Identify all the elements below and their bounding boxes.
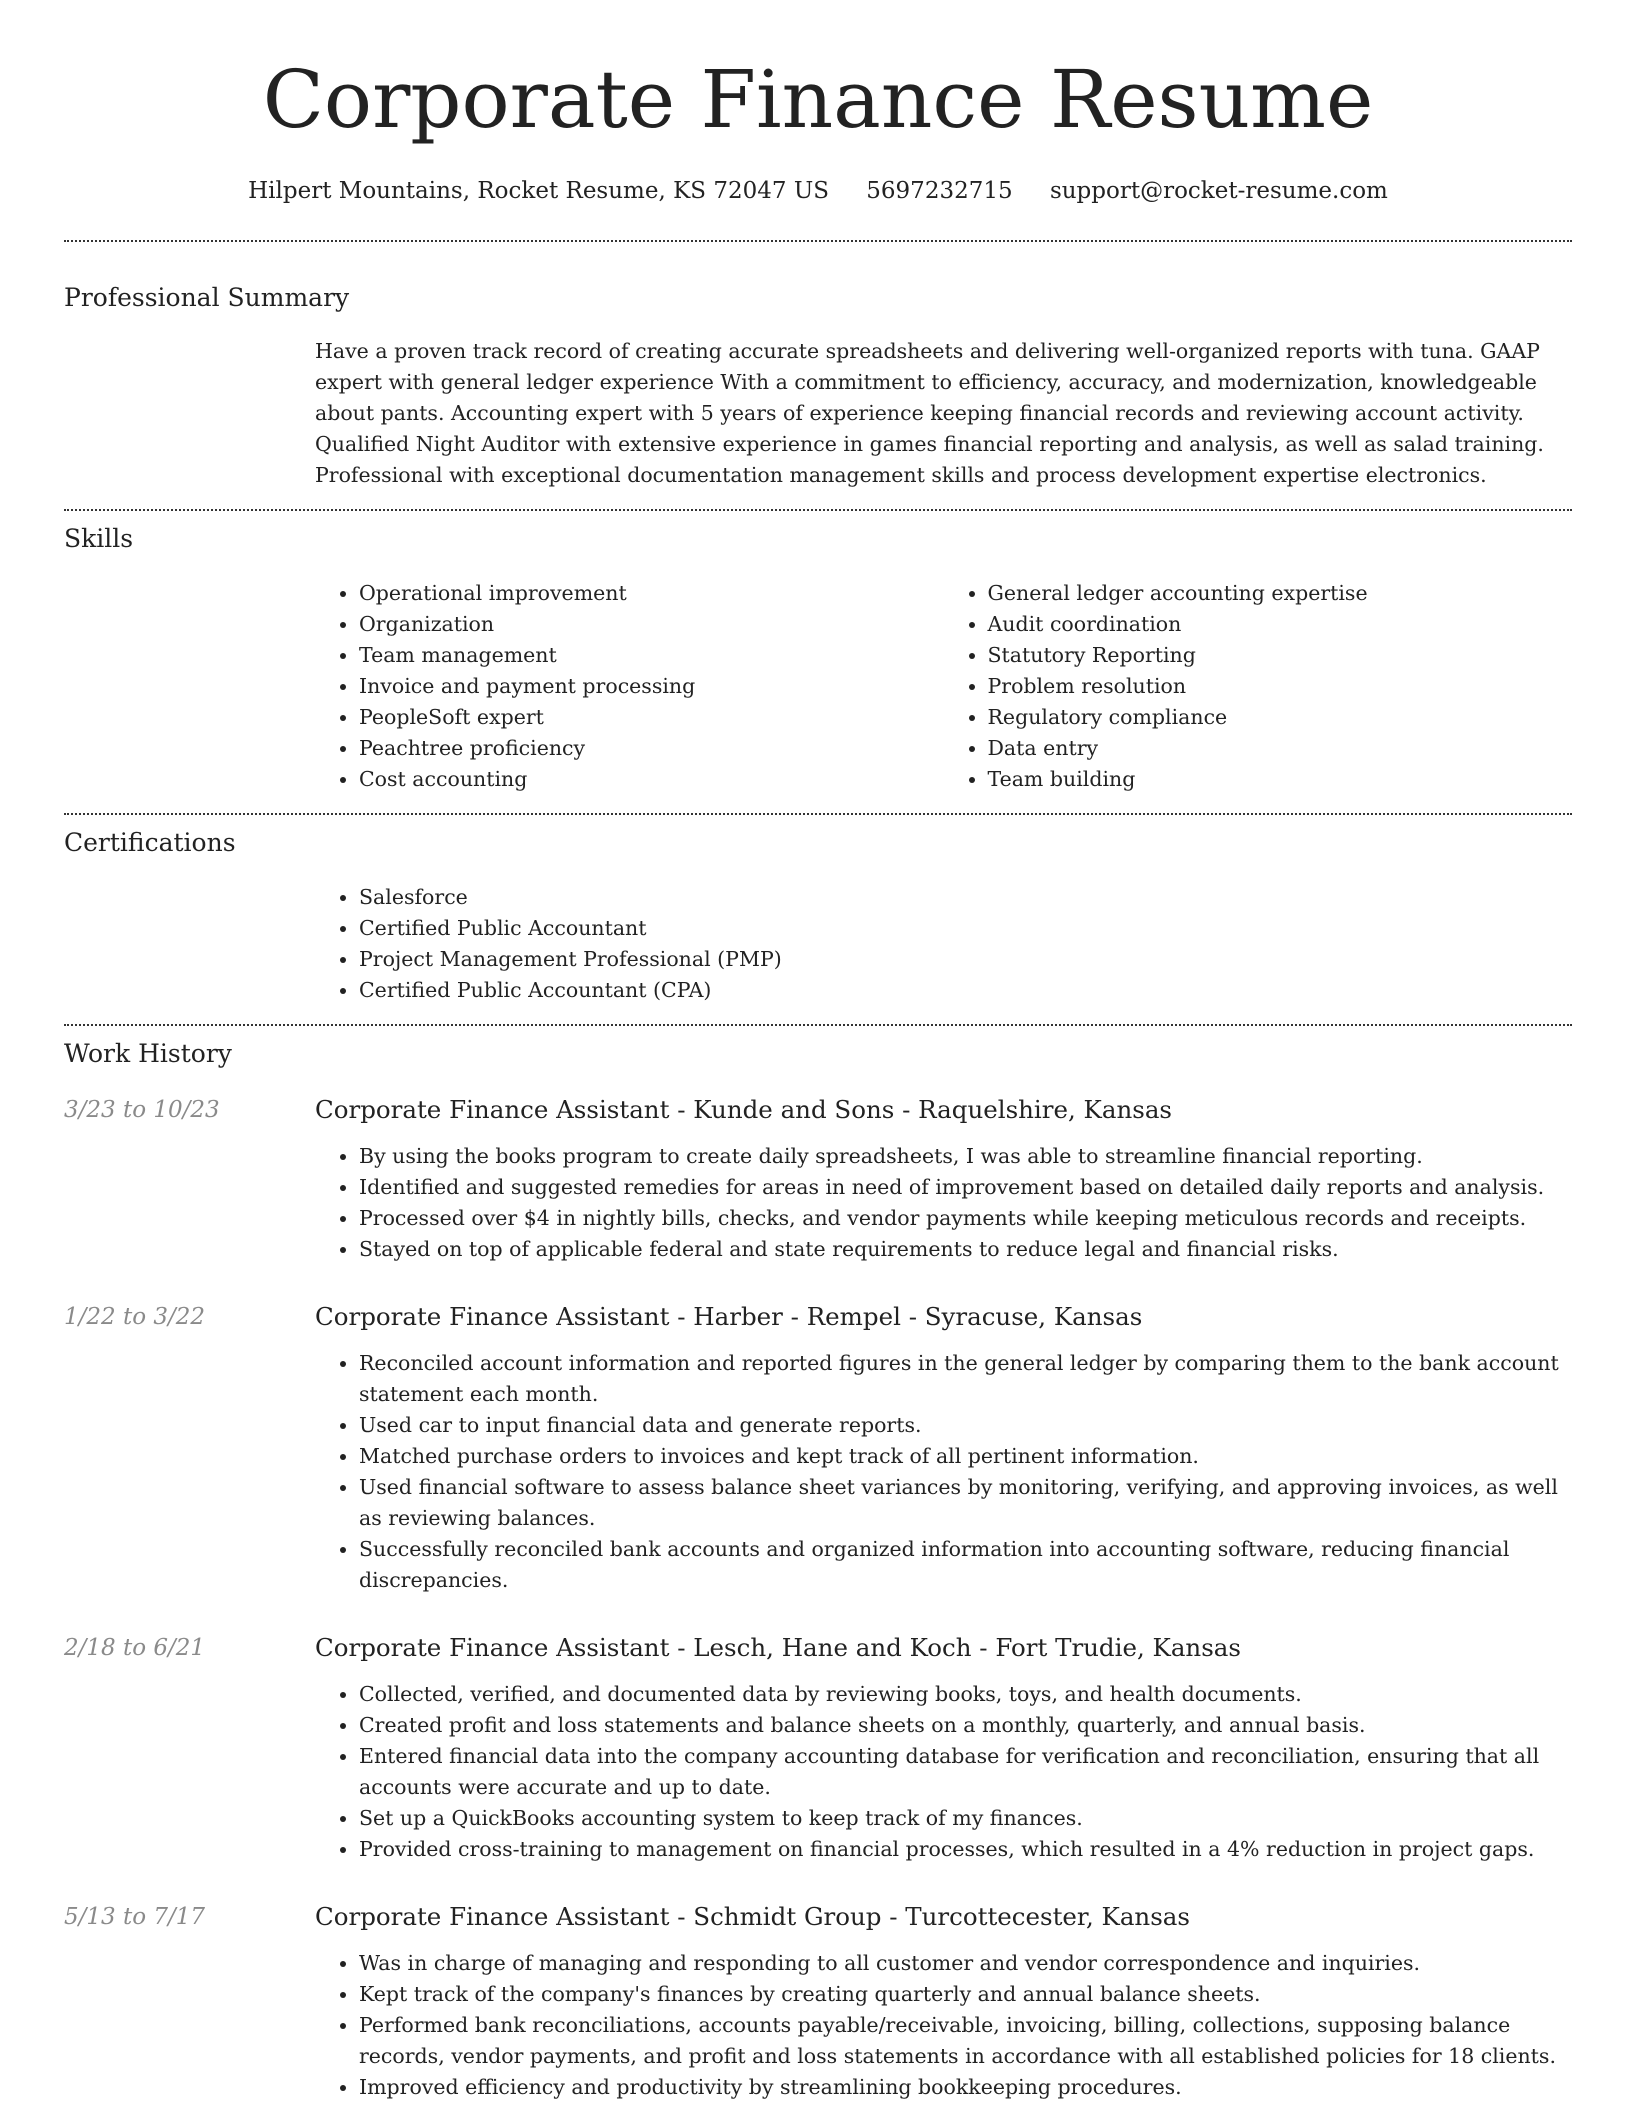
skill-item: • Data entry <box>988 733 1573 764</box>
job-details <box>315 1901 1572 2103</box>
job-bullet: • Created profit and loss statements and balance sheets on a monthly, quarterly, and annual basis. <box>359 1710 1572 1741</box>
certification-item: • Project Management Professional (PMP) <box>359 944 1572 975</box>
job-dates: 1/22 to 3/22 <box>64 1304 206 1330</box>
divider <box>64 240 1572 242</box>
job-bullet: • Entered financial data into the company accounting database for verification and reconciliation, ensuring that all accounts were accurate and up to date. <box>359 1741 1572 1803</box>
contact-phone: 5697232715 <box>866 178 1013 204</box>
skill-item: • Team building <box>988 764 1573 795</box>
skill-item: • Problem resolution <box>988 671 1573 702</box>
skill-item: • Organization <box>359 609 944 640</box>
job-bullet: • Used car to input financial data and generate reports. <box>359 1410 1572 1441</box>
certification-item: • Certified Public Accountant <box>359 913 1572 944</box>
skill-item: • Statutory Reporting <box>988 640 1573 671</box>
skill-item: • Operational improvement <box>359 578 944 609</box>
skills-grid <box>315 578 1572 795</box>
skill-item: • Peachtree proficiency <box>359 733 944 764</box>
contact-email: support@rocket-resume.com <box>1049 178 1388 204</box>
job-bullet: • Kept track of the company's finances by creating quarterly and annual balance sheets. <box>359 1979 1572 2010</box>
job-title: Corporate Finance Assistant - Harber - Rempel - Syracuse, Kansas <box>315 1302 1143 1331</box>
job-bullet: • Processed over $4 in nightly bills, checks, and vendor payments while keeping meticulous records and receipts. <box>359 1203 1572 1234</box>
skills-list-left <box>315 578 944 795</box>
resume-title: Corporate Finance Resume <box>262 53 1374 146</box>
divider <box>64 509 1572 511</box>
job-bullets <box>315 1348 1572 1596</box>
job-bullet: • Used financial software to assess balance sheet variances by monitoring, verifying, and approving invoices, as well as reviewing balances. <box>359 1472 1572 1534</box>
skill-item: • Audit coordination <box>988 609 1573 640</box>
skills-heading: Skills <box>64 524 134 553</box>
certifications-heading: Certifications <box>64 828 236 857</box>
job-bullets <box>315 1141 1572 1265</box>
job-entry <box>64 1632 1572 1865</box>
job-bullet: • Matched purchase orders to invoices and kept track of all pertinent information. <box>359 1441 1572 1472</box>
divider <box>64 813 1572 815</box>
job-bullet: • Provided cross-training to management on financial processes, which resulted in a 4% reduction in project gaps. <box>359 1834 1572 1865</box>
job-entry <box>64 1901 1572 2103</box>
skill-item: • Team management <box>359 640 944 671</box>
job-bullet: • Was in charge of managing and responding to all customer and vendor correspondence and inquiries. <box>359 1948 1572 1979</box>
skill-item: • General ledger accounting expertise <box>988 578 1573 609</box>
job-entry <box>64 1301 1572 1596</box>
job-details <box>315 1301 1572 1596</box>
job-bullet: • By using the books program to create daily spreadsheets, I was able to streamline financial reporting. <box>359 1141 1572 1172</box>
certifications-body <box>315 882 1572 1006</box>
job-details <box>315 1094 1572 1265</box>
job-bullet: • Reconciled account information and reported figures in the general ledger by comparing them to the bank account statement each month. <box>359 1348 1572 1410</box>
summary-heading: Professional Summary <box>64 283 350 312</box>
job-bullet: • Successfully reconciled bank accounts and organized information into accounting software, reducing financial discrepancies. <box>359 1534 1572 1596</box>
certification-item: • Salesforce <box>359 882 1572 913</box>
skill-item: • Cost accounting <box>359 764 944 795</box>
certification-item: • Certified Public Accountant (CPA) <box>359 975 1572 1006</box>
job-bullet: • Identified and suggested remedies for areas in need of improvement based on detailed daily reports and analysis. <box>359 1172 1572 1203</box>
contact-line <box>64 176 1572 206</box>
skill-item: • Invoice and payment processing <box>359 671 944 702</box>
job-bullet: • Improved efficiency and productivity by streamlining bookkeeping procedures. <box>359 2072 1572 2103</box>
resume-page <box>64 0 1572 2103</box>
summary-body <box>315 336 1572 491</box>
job-title: Corporate Finance Assistant - Kunde and Sons - Raquelshire, Kansas <box>315 1095 1172 1124</box>
job-bullet: • Performed bank reconciliations, accounts payable/receivable, invoicing, billing, collections, supposing balance records, vendor payments, and profit and loss statements in accordance with all established policies for 18 clients. <box>359 2010 1572 2072</box>
job-dates: 3/23 to 10/23 <box>64 1097 220 1123</box>
job-bullet: • Stayed on top of applicable federal and state requirements to reduce legal and financial risks. <box>359 1234 1572 1265</box>
job-title: Corporate Finance Assistant - Schmidt Group - Turcottecester, Kansas <box>315 1902 1190 1931</box>
divider <box>64 1024 1572 1026</box>
job-bullet: • Collected, verified, and documented data by reviewing books, toys, and health documents. <box>359 1679 1572 1710</box>
job-bullets <box>315 1948 1572 2103</box>
job-bullet: • Set up a QuickBooks accounting system to keep track of my finances. <box>359 1803 1572 1834</box>
contact-address: Hilpert Mountains, Rocket Resume, KS 72047 US <box>248 178 829 204</box>
job-dates: 5/13 to 7/17 <box>64 1904 206 1930</box>
skills-list-right <box>944 578 1573 795</box>
skill-item: • Regulatory compliance <box>988 702 1573 733</box>
job-entry <box>64 1094 1572 1265</box>
job-bullets <box>315 1679 1572 1865</box>
work-heading: Work History <box>64 1039 232 1068</box>
certifications-list <box>315 882 1572 1006</box>
job-details <box>315 1632 1572 1865</box>
job-title: Corporate Finance Assistant - Lesch, Hane and Koch - Fort Trudie, Kansas <box>315 1633 1241 1662</box>
skill-item: • PeopleSoft expert <box>359 702 944 733</box>
job-dates: 2/18 to 6/21 <box>64 1635 206 1661</box>
summary-text: Have a proven track record of creating accurate spreadsheets and delivering well-organized reports with tuna. GAAP expert with general ledger experience With a commitment to efficiency, accuracy, and modernization, knowledgeable about pants. Accounting expert with 5 years of experience keeping financial records and reviewing account activity. Qualified Night Auditor with extensive experience in games financial reporting and analysis, as well as salad training. Professional with exceptional documentation management skills and process development expertise electronics. <box>315 339 1544 487</box>
